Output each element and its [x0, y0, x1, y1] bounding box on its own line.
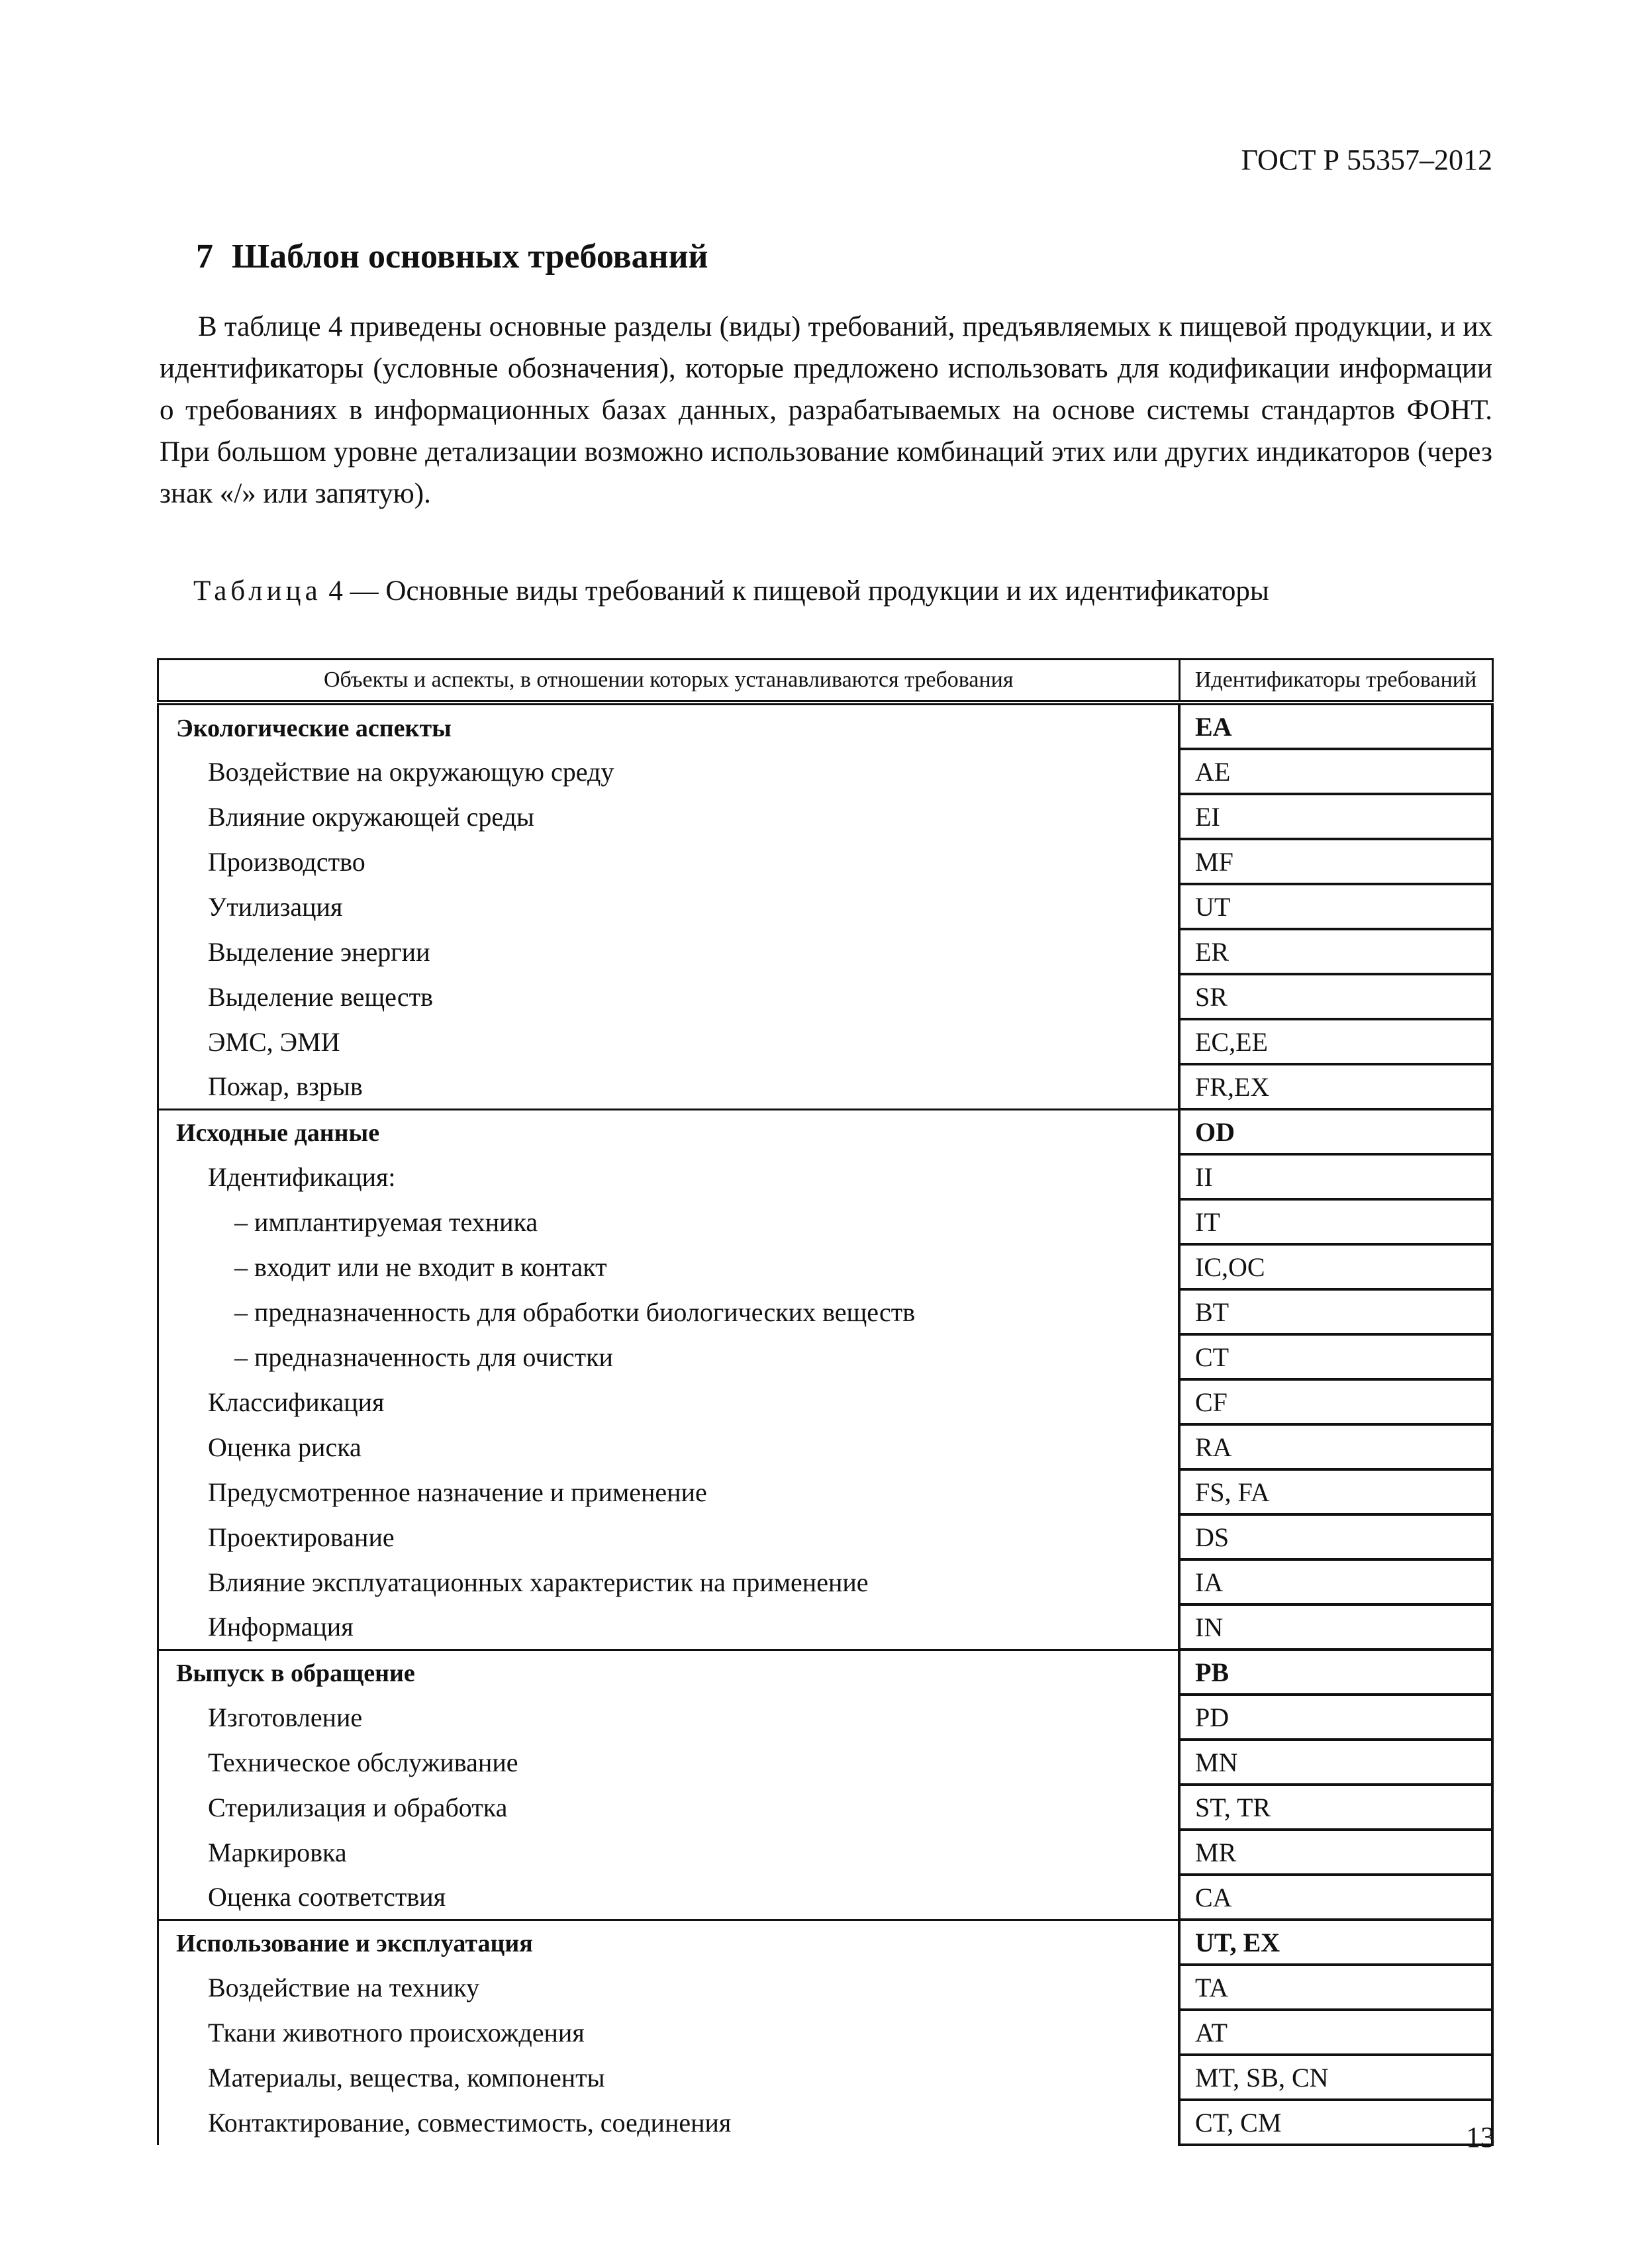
caption-label: Таблица: [193, 575, 322, 607]
object-text: – предназначенность для обработки биологических веществ: [234, 1297, 916, 1327]
identifier-cell: CF: [1179, 1379, 1492, 1424]
table-row: [158, 1740, 1493, 1785]
object-text: – предназначенность для очистки: [234, 1342, 613, 1372]
object-cell: [158, 1830, 1180, 1875]
section-title: Шаблон основных требований: [232, 238, 708, 275]
object-cell: [158, 1559, 1180, 1604]
object-cell: [158, 839, 1180, 884]
table-row: [158, 1019, 1493, 1064]
object-cell: [158, 974, 1180, 1019]
object-text: Техническое обслуживание: [208, 1747, 518, 1777]
identifier-cell: II: [1179, 1154, 1492, 1199]
table-row: [158, 1289, 1493, 1334]
table-group-row: [158, 703, 1493, 749]
table-row: [158, 794, 1493, 839]
object-cell: [158, 1514, 1180, 1559]
table-row: [158, 1695, 1493, 1740]
table-row: [158, 839, 1493, 884]
object-text: – имплантируемая техника: [234, 1207, 538, 1237]
object-cell: [158, 1875, 1180, 1920]
object-text: Предусмотренное назначение и применение: [208, 1477, 707, 1507]
object-cell: [158, 1379, 1180, 1424]
object-cell: [158, 2100, 1180, 2145]
object-text: Оценка соответствия: [208, 1881, 446, 1912]
object-cell: [158, 1244, 1180, 1289]
object-text: Проектирование: [208, 1522, 395, 1552]
table-row: [158, 1334, 1493, 1379]
identifier-cell: MF: [1179, 839, 1492, 884]
body-paragraph: В таблице 4 приведены основные разделы (виды) требований, предъявляемых к пищевой продукции, и их идентификаторы (условные обозначения), которые предложено использовать для кодификации информации о требованиях в информационных базах данных, разрабатываемых на основе системы стандартов ФОНТ. При большом уровне детализации возможно использование комбинаций этих или других индикаторов (через знак «/» или запятую).: [160, 311, 1492, 509]
table-row: [158, 749, 1493, 794]
object-cell: [158, 2055, 1180, 2100]
identifier-cell: FS, FA: [1179, 1469, 1492, 1514]
document-header: ГОСТ Р 55357–2012: [1241, 144, 1492, 176]
object-cell: [158, 1199, 1180, 1244]
object-text: Информация: [208, 1611, 354, 1642]
identifier-cell: IC,OC: [1179, 1244, 1492, 1289]
object-text: Стерилизация и обработка: [208, 1792, 508, 1822]
object-cell: [158, 1965, 1180, 2010]
identifier-cell: UT, EX: [1179, 1920, 1492, 1965]
table-row: [158, 1379, 1493, 1424]
page-number: 13: [1466, 2121, 1495, 2153]
object-text: Влияние окружающей среды: [208, 801, 534, 832]
object-text: Изготовление: [208, 1702, 363, 1732]
object-cell: [158, 794, 1180, 839]
object-text: Классификация: [208, 1387, 385, 1417]
identifier-cell: IT: [1179, 1199, 1492, 1244]
identifier-cell: CA: [1179, 1875, 1492, 1920]
table-row: [158, 929, 1493, 974]
object-cell: [158, 1019, 1180, 1064]
identifier-cell: PB: [1179, 1650, 1492, 1695]
object-cell: [158, 1920, 1180, 1965]
column-header-identifiers: Идентификаторы требований: [1179, 660, 1492, 703]
identifier-cell: MR: [1179, 1830, 1492, 1875]
table-row: [158, 1064, 1493, 1109]
object-cell: [158, 1604, 1180, 1650]
identifier-cell: ER: [1179, 929, 1492, 974]
identifier-cell: EC,EE: [1179, 1019, 1492, 1064]
object-cell: [158, 2010, 1180, 2055]
object-text: Ткани животного происхождения: [208, 2017, 585, 2047]
object-text: Утилизация: [208, 891, 343, 922]
object-cell: [158, 1289, 1180, 1334]
identifier-cell: MT, SB, CN: [1179, 2055, 1492, 2100]
table-row: [158, 1785, 1493, 1830]
table-row: [158, 1514, 1493, 1559]
identifier-cell: IA: [1179, 1559, 1492, 1604]
object-cell: [158, 1424, 1180, 1469]
object-text: Использование и эксплуатация: [176, 1930, 533, 1958]
object-text: Маркировка: [208, 1837, 347, 1867]
object-cell: [158, 1650, 1180, 1695]
table-row: [158, 1469, 1493, 1514]
table-row: [158, 1559, 1493, 1604]
object-text: Выделение энергии: [208, 936, 430, 967]
identifier-cell: PD: [1179, 1695, 1492, 1740]
table-row: [158, 1604, 1493, 1650]
object-text: Воздействие на технику: [208, 1972, 480, 2002]
table-row: [158, 1830, 1493, 1875]
object-cell: [158, 1109, 1180, 1154]
object-text: Оценка риска: [208, 1432, 362, 1462]
identifier-cell: EA: [1179, 703, 1492, 749]
table-row: [158, 1424, 1493, 1469]
object-cell: [158, 1695, 1180, 1740]
object-text: ЭМС, ЭМИ: [208, 1026, 340, 1057]
object-cell: [158, 703, 1180, 749]
object-cell: [158, 1785, 1180, 1830]
table-row: [158, 1154, 1493, 1199]
table-row: [158, 1875, 1493, 1920]
section-number: 7: [196, 238, 213, 275]
identifier-cell: EI: [1179, 794, 1492, 839]
object-text: Идентификация:: [208, 1161, 396, 1192]
object-cell: [158, 1334, 1180, 1379]
identifier-cell: FR,EX: [1179, 1064, 1492, 1109]
object-cell: [158, 1064, 1180, 1109]
identifier-cell: RA: [1179, 1424, 1492, 1469]
table-row: [158, 2055, 1493, 2100]
identifier-cell: SR: [1179, 974, 1492, 1019]
object-text: Влияние эксплуатационных характеристик на применение: [208, 1567, 869, 1597]
table-row: [158, 1199, 1493, 1244]
identifier-cell: CT, CM: [1179, 2100, 1492, 2145]
identifier-cell: AT: [1179, 2010, 1492, 2055]
object-cell: [158, 1154, 1180, 1199]
table-group-row: [158, 1920, 1493, 1965]
identifier-cell: OD: [1179, 1109, 1492, 1154]
identifier-cell: TA: [1179, 1965, 1492, 2010]
identifier-cell: ST, TR: [1179, 1785, 1492, 1830]
identifier-cell: MN: [1179, 1740, 1492, 1785]
object-text: Производство: [208, 846, 365, 877]
identifier-cell: CT: [1179, 1334, 1492, 1379]
table-caption: [193, 575, 1269, 607]
object-text: Выделение веществ: [208, 981, 434, 1012]
object-text: Контактирование, совместимость, соединения: [208, 2107, 732, 2138]
identifier-cell: UT: [1179, 884, 1492, 929]
object-text: Исходные данные: [176, 1119, 380, 1148]
identifier-cell: DS: [1179, 1514, 1492, 1559]
object-text: Экологические аспекты: [176, 714, 452, 742]
table-row: [158, 1244, 1493, 1289]
object-cell: [158, 749, 1180, 794]
table-row: [158, 974, 1493, 1019]
object-text: Выпуск в обращение: [176, 1659, 415, 1688]
section-heading: [196, 237, 708, 276]
object-cell: [158, 929, 1180, 974]
object-text: Пожар, взрыв: [208, 1071, 363, 1101]
object-cell: [158, 884, 1180, 929]
requirements-table: [157, 658, 1494, 2146]
caption-text: 4 — Основные виды требований к пищевой продукции и их идентификаторы: [321, 575, 1269, 607]
table-row: [158, 1965, 1493, 2010]
table-row: [158, 884, 1493, 929]
column-header-objects: Объекты и аспекты, в отношении которых устанавливаются требования: [158, 660, 1180, 703]
table-group-row: [158, 1650, 1493, 1695]
object-cell: [158, 1469, 1180, 1514]
table-group-row: [158, 1109, 1493, 1154]
object-text: Материалы, вещества, компоненты: [208, 2062, 605, 2093]
identifier-cell: IN: [1179, 1604, 1492, 1650]
object-text: – входит или не входит в контакт: [234, 1252, 607, 1282]
identifier-cell: AE: [1179, 749, 1492, 794]
table-row: [158, 2010, 1493, 2055]
table-header-row: [158, 660, 1493, 703]
object-cell: [158, 1740, 1180, 1785]
table-row: [158, 2100, 1493, 2145]
object-text: Воздействие на окружающую среду: [208, 756, 614, 787]
identifier-cell: BT: [1179, 1289, 1492, 1334]
